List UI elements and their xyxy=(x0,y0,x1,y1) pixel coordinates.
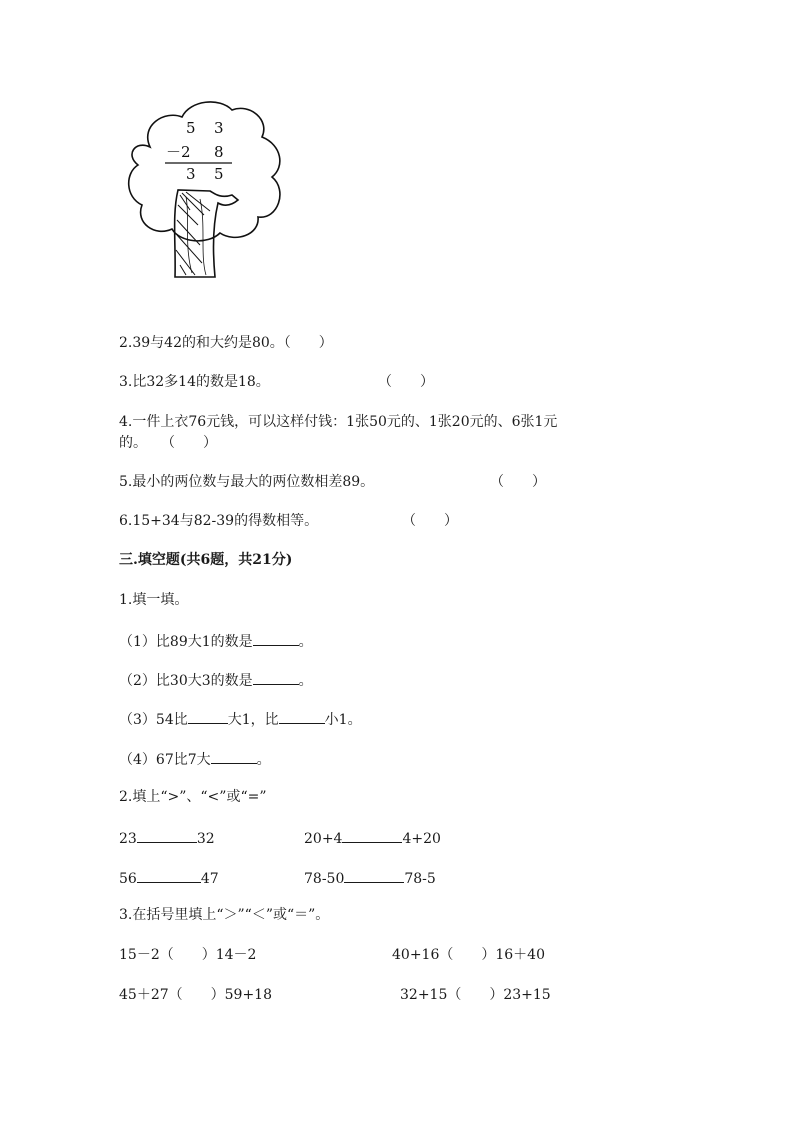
compare-item xyxy=(304,868,436,888)
compare-item xyxy=(304,828,441,848)
fill-item-2 xyxy=(119,670,313,690)
answer-blank[interactable] xyxy=(137,828,197,843)
answer-paren[interactable]: （ ） xyxy=(402,513,458,529)
fill-text: （1）比89大1的数是 xyxy=(119,634,253,650)
answer-blank[interactable] xyxy=(253,631,299,646)
fill-item-3 xyxy=(119,709,362,729)
compare-paren-item[interactable]: 32+15（ ）23+15 xyxy=(400,987,551,1003)
judge-question-6: 6.15+34与82-39的得数相等。 xyxy=(119,513,319,529)
answer-paren[interactable]: （ ） xyxy=(490,474,546,490)
fill-text: （2）比30大3的数是 xyxy=(119,673,253,689)
fill-text: 大1，比 xyxy=(227,712,279,728)
fill-text: 。 xyxy=(256,752,271,768)
fig-digit: 8 xyxy=(214,143,224,161)
judge-question-2: 2.39与42的和大约是80。（ ） xyxy=(119,335,333,351)
compare-paren-item[interactable]: 15－2（ ）14－2 xyxy=(119,947,257,963)
tree-subtraction-icon xyxy=(120,95,290,285)
fig-digit: 5 xyxy=(214,165,224,183)
answer-blank[interactable] xyxy=(211,749,257,764)
answer-blank[interactable] xyxy=(137,868,201,883)
answer-blank[interactable] xyxy=(344,868,404,883)
fill-text: 小1。 xyxy=(324,712,362,728)
fig-digit: 5 xyxy=(186,119,196,137)
compare-value: 4+20 xyxy=(402,831,441,847)
compare-paren-item[interactable]: 45＋27（ ）59+18 xyxy=(119,987,272,1003)
fig-digit: －2 xyxy=(166,143,191,161)
compare-item xyxy=(119,828,215,848)
answer-blank[interactable] xyxy=(188,709,228,724)
compare-item xyxy=(119,868,219,888)
judge-question-5: 5.最小的两位数与最大的两位数相差89。 xyxy=(119,474,375,490)
judge-question-4-cont: 的。 （ ） xyxy=(119,435,217,451)
answer-blank[interactable] xyxy=(279,709,325,724)
compare-paren-item[interactable]: 40+16（ ）16＋40 xyxy=(392,947,545,963)
compare-value: 47 xyxy=(200,871,219,887)
question-title: 1.填一填。 xyxy=(119,592,189,608)
question-title: 3.在括号里填上“＞”“＜”或“＝”。 xyxy=(119,907,330,923)
judge-question-3: 3.比32多14的数是18。 xyxy=(119,374,270,390)
compare-value: 56 xyxy=(119,871,137,887)
judge-question-4: 4.一件上衣76元钱，可以这样付钱：1张50元的、1张20元的、6张1元 xyxy=(119,414,558,430)
compare-value: 78-5 xyxy=(404,871,436,887)
fill-text: （3）54比 xyxy=(119,712,188,728)
tree-crown xyxy=(129,102,280,241)
fill-item-1 xyxy=(119,631,313,651)
answer-paren[interactable]: （ ） xyxy=(378,374,434,390)
fill-text: （4）67比7大 xyxy=(119,752,211,768)
compare-value: 20+4 xyxy=(304,831,343,847)
answer-blank[interactable] xyxy=(253,670,299,685)
fig-digit: 3 xyxy=(186,165,196,183)
question-title: 2.填上“>”、“<”或“=” xyxy=(119,789,267,805)
fig-digit: 3 xyxy=(214,119,224,137)
compare-value: 23 xyxy=(119,831,137,847)
answer-blank[interactable] xyxy=(342,828,402,843)
compare-value: 78-50 xyxy=(304,871,345,887)
fill-text: 。 xyxy=(298,634,313,650)
tree-trunk xyxy=(175,190,238,277)
section-title: 三.填空题(共6题，共21分) xyxy=(119,552,293,568)
compare-value: 32 xyxy=(196,831,215,847)
fill-text: 。 xyxy=(298,673,313,689)
fill-item-4 xyxy=(119,749,271,769)
